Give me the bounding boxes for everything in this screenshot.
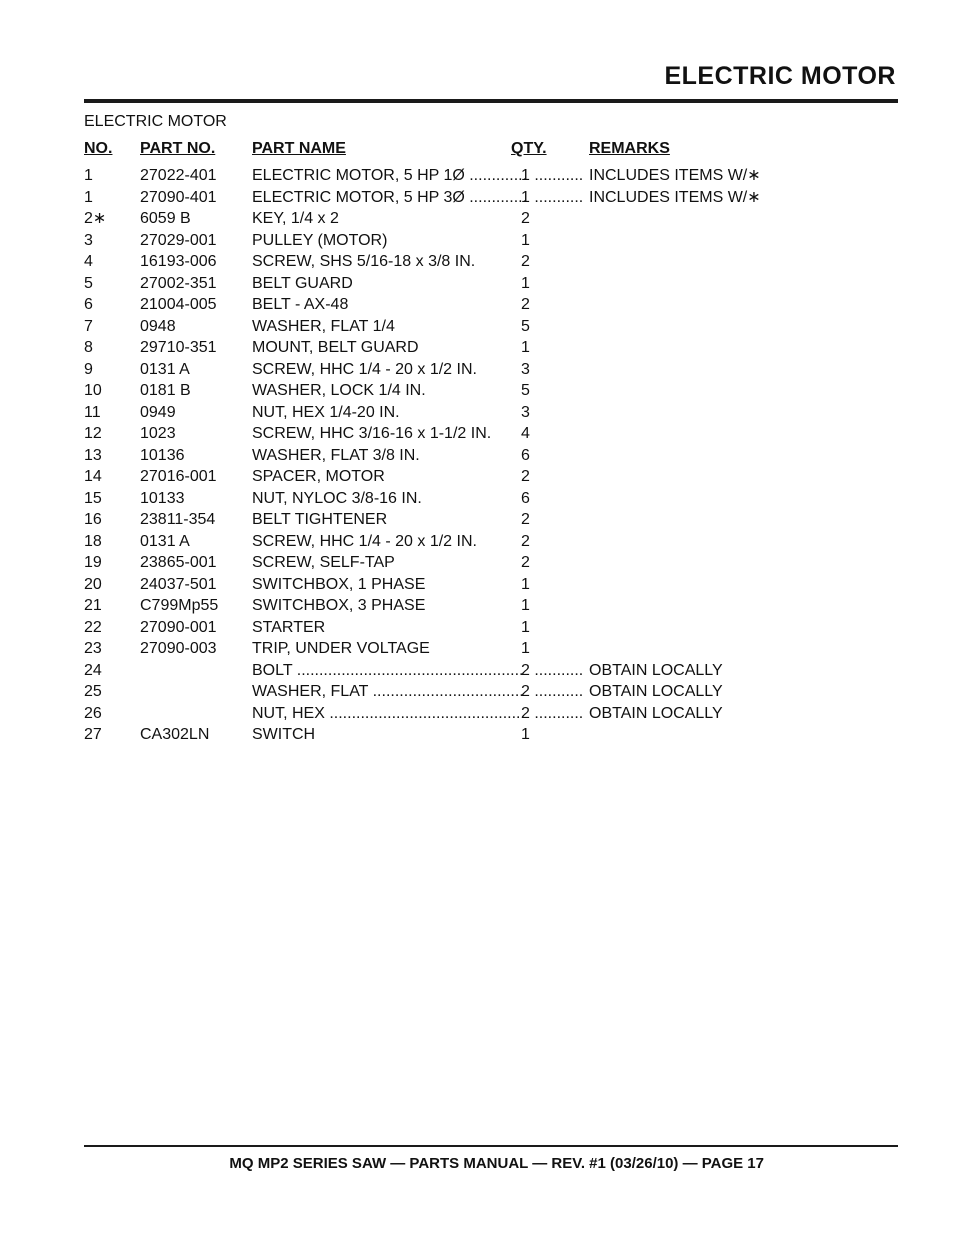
row-part-number: 0949 bbox=[140, 403, 176, 421]
col-header-part-name: PART NAME bbox=[252, 140, 346, 157]
row-quantity: 1 ........... bbox=[521, 188, 584, 206]
row-no: 22 bbox=[84, 618, 102, 636]
row-no: 23 bbox=[84, 640, 102, 657]
table-row bbox=[84, 703, 804, 725]
col-header-remarks: REMARKS bbox=[589, 140, 670, 157]
table-row bbox=[84, 488, 804, 510]
table-row bbox=[84, 595, 804, 617]
row-no: 1 bbox=[84, 167, 93, 184]
row-part-number: 0131 A bbox=[140, 360, 190, 378]
row-quantity: 1 bbox=[521, 640, 530, 657]
table-row bbox=[84, 187, 804, 209]
table-row bbox=[84, 359, 804, 381]
row-no: 24 bbox=[84, 661, 102, 679]
row-part-name: WASHER, FLAT 1/4 bbox=[252, 317, 395, 335]
row-no: 14 bbox=[84, 468, 102, 485]
row-no: 3 bbox=[84, 231, 93, 249]
row-quantity: 2 bbox=[521, 554, 530, 571]
table-row bbox=[84, 681, 804, 703]
row-part-name: SWITCH bbox=[252, 726, 316, 743]
table-row bbox=[84, 380, 804, 402]
row-quantity: 2 bbox=[521, 532, 530, 550]
row-part-number: 23811-354 bbox=[140, 511, 216, 528]
row-no: 6 bbox=[84, 296, 93, 313]
row-remarks: INCLUDES ITEMS W/∗ bbox=[589, 167, 761, 184]
col-header-part-no: PART NO. bbox=[140, 140, 216, 157]
row-part-number: 23865-001 bbox=[140, 554, 217, 571]
row-part-name: TRIP, UNDER VOLTAGE bbox=[252, 640, 430, 657]
row-no: 9 bbox=[84, 360, 93, 378]
row-no: 25 bbox=[84, 683, 102, 700]
row-quantity: 2 bbox=[521, 511, 530, 528]
row-part-name: WASHER, FLAT 3/8 IN. bbox=[252, 446, 420, 464]
row-quantity: 2 ........... bbox=[521, 704, 584, 722]
row-no: 1 bbox=[84, 188, 93, 206]
row-no: 21 bbox=[84, 597, 102, 614]
row-quantity: 5 bbox=[521, 317, 530, 335]
row-part-name: NUT, NYLOC 3/8-16 IN. bbox=[252, 489, 422, 507]
section-label: ELECTRIC MOTOR bbox=[84, 113, 227, 130]
row-part-number: 0181 B bbox=[140, 382, 191, 399]
table-row bbox=[84, 337, 804, 359]
row-part-name: NUT, HEX ............................................ bbox=[252, 704, 525, 722]
row-part-number: 27002-351 bbox=[140, 274, 217, 292]
row-part-name: ELECTRIC MOTOR, 5 HP 1Ø ............. bbox=[252, 167, 528, 184]
table-row bbox=[84, 617, 804, 639]
row-no: 11 bbox=[84, 403, 101, 421]
row-quantity: 1 bbox=[521, 274, 530, 292]
row-part-name: BELT - AX-48 bbox=[252, 296, 349, 313]
table-row bbox=[84, 273, 804, 295]
table-row bbox=[84, 724, 804, 746]
row-quantity: 5 bbox=[521, 382, 530, 399]
row-quantity: 1 bbox=[521, 339, 530, 356]
row-remarks: INCLUDES ITEMS W/∗ bbox=[589, 188, 761, 206]
row-part-name: SCREW, HHC 3/16-16 x 1-1/2 IN. bbox=[252, 425, 492, 442]
row-quantity: 6 bbox=[521, 446, 530, 464]
row-no: 27 bbox=[84, 726, 102, 743]
row-part-name: SWITCHBOX, 1 PHASE bbox=[252, 575, 426, 593]
page-footer: MQ MP2 SERIES SAW — PARTS MANUAL — REV. #1 (03/26/10) — PAGE 17 bbox=[229, 1155, 764, 1172]
row-part-name: SWITCHBOX, 3 PHASE bbox=[252, 597, 426, 614]
row-part-name: SCREW, HHC 1/4 - 20 x 1/2 IN. bbox=[252, 360, 477, 378]
table-row bbox=[84, 165, 804, 187]
row-part-name: NUT, HEX 1/4-20 IN. bbox=[252, 403, 400, 421]
row-no: 12 bbox=[84, 425, 102, 442]
row-part-name: ELECTRIC MOTOR, 5 HP 3Ø ............. bbox=[252, 188, 528, 206]
row-quantity: 1 bbox=[521, 231, 530, 249]
row-part-number: 0948 bbox=[140, 317, 176, 335]
parts-list bbox=[84, 165, 804, 746]
row-no: 15 bbox=[84, 489, 102, 507]
row-part-number: 27090-001 bbox=[140, 618, 217, 636]
row-remarks: OBTAIN LOCALLY bbox=[589, 704, 723, 722]
row-part-number: 27090-401 bbox=[140, 188, 217, 206]
row-no: 26 bbox=[84, 704, 102, 722]
table-row bbox=[84, 402, 804, 424]
row-part-number: 27029-001 bbox=[140, 231, 217, 249]
footer-rule bbox=[84, 1145, 898, 1147]
row-quantity: 2 ........... bbox=[521, 683, 584, 700]
row-part-number: 21004-005 bbox=[140, 296, 217, 313]
table-row bbox=[84, 574, 804, 596]
row-part-number: 24037-501 bbox=[140, 575, 217, 593]
row-part-name: STARTER bbox=[252, 618, 326, 636]
row-quantity: 2 ........... bbox=[521, 661, 584, 679]
row-part-number: 10133 bbox=[140, 489, 185, 507]
row-part-number: 10136 bbox=[140, 446, 185, 464]
row-quantity: 2 bbox=[521, 253, 530, 270]
col-header-no: NO. bbox=[84, 140, 113, 157]
row-part-name: KEY, 1/4 x 2 bbox=[252, 210, 339, 227]
row-part-name: SCREW, HHC 1/4 - 20 x 1/2 IN. bbox=[252, 532, 477, 550]
row-no: 4 bbox=[84, 253, 93, 270]
row-quantity: 2 bbox=[521, 296, 530, 313]
row-quantity: 1 bbox=[521, 575, 530, 593]
row-quantity: 6 bbox=[521, 489, 530, 507]
row-part-number: CA302LN bbox=[140, 726, 210, 743]
row-quantity: 2 bbox=[521, 468, 530, 485]
row-part-number: 16193-006 bbox=[140, 253, 217, 270]
row-part-number: 27022-401 bbox=[140, 167, 217, 184]
row-quantity: 3 bbox=[521, 360, 530, 378]
page-title: ELECTRIC MOTOR bbox=[664, 62, 896, 90]
row-no: 20 bbox=[84, 575, 102, 593]
table-row bbox=[84, 531, 804, 553]
row-no: 18 bbox=[84, 532, 102, 550]
row-no: 7 bbox=[84, 317, 93, 335]
row-part-name: PULLEY (MOTOR) bbox=[252, 231, 388, 249]
table-row bbox=[84, 552, 804, 574]
row-part-name: BELT GUARD bbox=[252, 274, 353, 292]
row-part-number: 0131 A bbox=[140, 532, 190, 550]
row-part-number: 29710-351 bbox=[140, 339, 217, 356]
row-part-name: MOUNT, BELT GUARD bbox=[252, 339, 419, 356]
row-part-name: SCREW, SHS 5/16-18 x 3/8 IN. bbox=[252, 253, 476, 270]
row-no: 16 bbox=[84, 511, 102, 528]
col-header-qty: QTY. bbox=[511, 140, 547, 157]
row-quantity: 1 ........... bbox=[521, 167, 584, 184]
table-row bbox=[84, 445, 804, 467]
table-row bbox=[84, 423, 804, 445]
row-quantity: 1 bbox=[521, 726, 530, 743]
row-no: 19 bbox=[84, 554, 102, 571]
row-quantity: 4 bbox=[521, 425, 530, 442]
table-row bbox=[84, 230, 804, 252]
table-row bbox=[84, 660, 804, 682]
row-part-number: 27090-003 bbox=[140, 640, 217, 657]
table-row bbox=[84, 316, 804, 338]
row-no: 2∗ bbox=[84, 210, 107, 227]
table-row bbox=[84, 208, 804, 230]
row-part-name: SCREW, SELF-TAP bbox=[252, 554, 395, 571]
table-row bbox=[84, 638, 804, 660]
row-part-number: 27016-001 bbox=[140, 468, 217, 485]
row-quantity: 1 bbox=[521, 618, 530, 636]
table-row bbox=[84, 251, 804, 273]
row-no: 8 bbox=[84, 339, 93, 356]
row-part-name: BOLT ................................................... bbox=[252, 661, 524, 679]
row-no: 13 bbox=[84, 446, 102, 464]
row-part-number: C799Mp55 bbox=[140, 597, 219, 614]
row-part-name: WASHER, FLAT .................................. bbox=[252, 683, 524, 700]
row-no: 10 bbox=[84, 382, 102, 399]
table-row bbox=[84, 294, 804, 316]
row-remarks: OBTAIN LOCALLY bbox=[589, 683, 723, 700]
row-part-name: BELT TIGHTENER bbox=[252, 511, 388, 528]
row-part-number: 6059 B bbox=[140, 210, 191, 227]
row-part-name: SPACER, MOTOR bbox=[252, 468, 385, 485]
row-part-number: 1023 bbox=[140, 425, 176, 442]
row-part-name: WASHER, LOCK 1/4 IN. bbox=[252, 382, 426, 399]
row-remarks: OBTAIN LOCALLY bbox=[589, 661, 723, 679]
table-row bbox=[84, 509, 804, 531]
row-no: 5 bbox=[84, 274, 93, 292]
table-row bbox=[84, 466, 804, 488]
row-quantity: 3 bbox=[521, 403, 530, 421]
row-quantity: 1 bbox=[521, 597, 530, 614]
header-rule bbox=[84, 99, 898, 103]
row-quantity: 2 bbox=[521, 210, 530, 227]
